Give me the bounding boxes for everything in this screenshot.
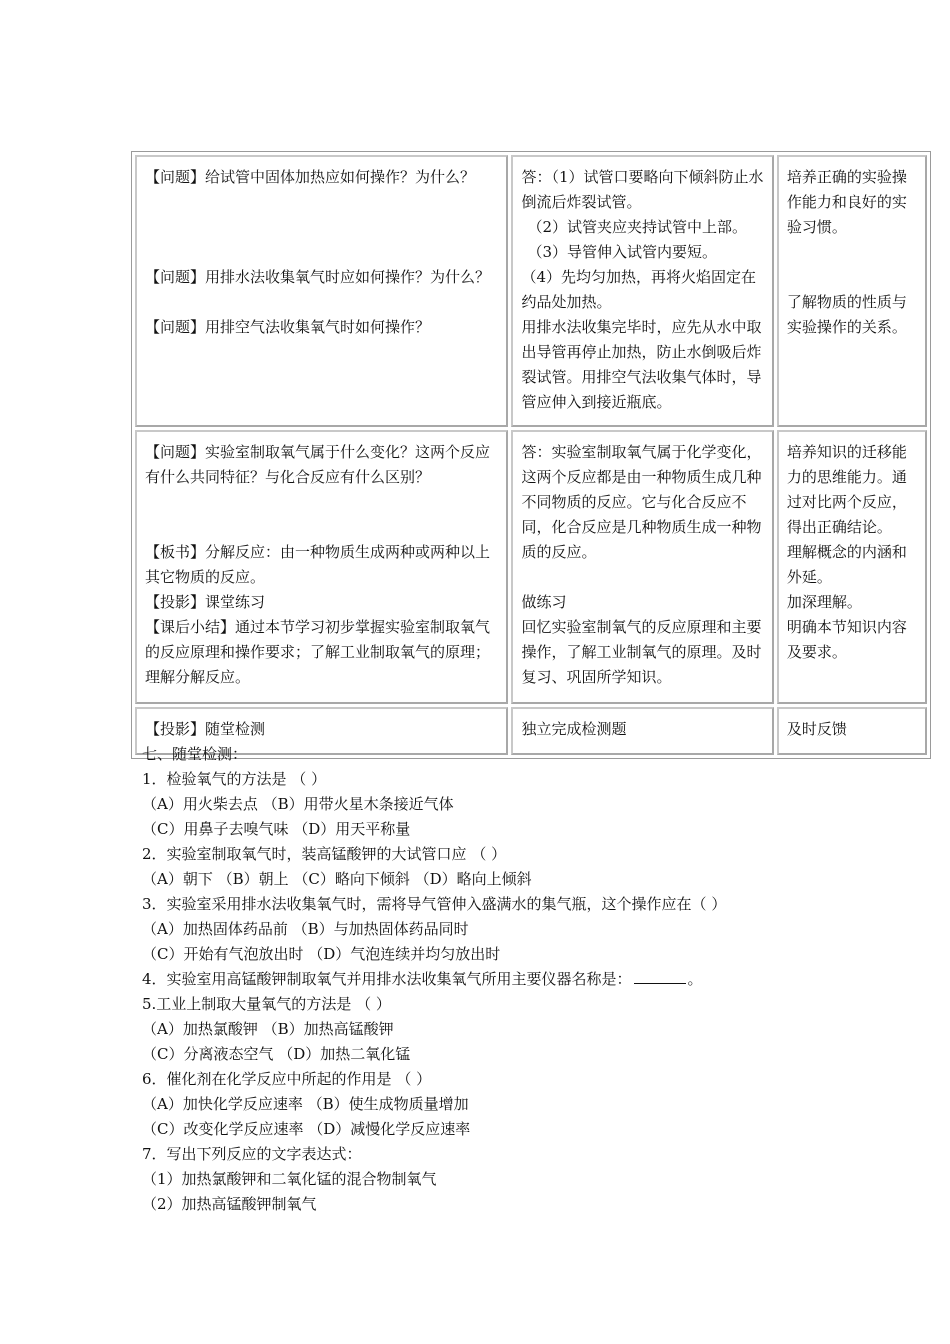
quiz-line: 5.工业上制取大量氧气的方法是 （ ） [142,995,391,1013]
quiz-line: 2．实验室制取氧气时，装高锰酸钾的大试管口应 （ ） [142,845,507,863]
intent-text: 培养知识的迁移能力的思维能力。通过对比两个反应，得出正确结论。 [786,443,907,536]
answer-text: 答：实验室制取氧气属于化学变化，这两个反应都是由一种物质生成几种不同物质的反应。它与化合反应不同，化合反应是几种物质生成一种物质的反应。 [521,443,762,561]
quiz-line: 1．检验氧气的方法是 （ ） [142,770,327,788]
answer-text: 答：（1）试管口要略向下倾斜防止水倒流后炸裂试管。 [521,168,764,211]
quiz-line: 6．催化剂在化学反应中所起的作用是 （ ） [142,1070,432,1088]
quiz-line: （C）分离液态空气 （D）加热二氧化锰 [142,1045,411,1063]
quiz-q4-suffix: 。 [687,970,703,988]
quiz-line: （C）用鼻子去嗅气味 （D）用天平称量 [142,820,411,838]
design-intent-cell [777,155,927,427]
quiz-line: （C）开始有气泡放出时 （D）气泡连续并均匀放出时 [142,945,501,963]
question-text: 【问题】给试管中固体加热应如何操作？为什么？ [145,168,476,186]
quiz-line: （A）加快化学反应速率 （B）使生成物质量增加 [142,1095,469,1113]
table-row [135,155,927,427]
design-intent-cell: 及时反馈 [777,707,927,755]
summary-text: 【课后小结】通过本节学习初步掌握实验室制取氧气的反应原理和操作要求；了解工业制取氧气的原理；理解分解反应。 [145,618,491,686]
quiz-line: （1）加热氯酸钾和二氧化锰的混合物制氧气 [142,1170,437,1188]
board-text: 【板书】分解反应：由一种物质生成两种或两种以上其它物质的反应。 [145,543,491,586]
quiz-section [142,742,922,1217]
answer-text: （3）导管伸入试管内要短。 [527,243,718,261]
table-row [135,430,927,704]
quiz-line: 7．写出下列反应的文字表达式： [142,1145,362,1163]
intent-text: 明确本节知识内容及要求。 [786,618,907,661]
question-text: 【问题】用排空气法收集氧气时如何操作？ [145,318,431,336]
intent-text: 了解物质的性质与实验操作的关系。 [786,293,907,336]
question-text: 【问题】实验室制取氧气属于什么变化？这两个反应有什么共同特征？与化合反应有什么区别？ [145,443,491,486]
quiz-line: 3．实验室采用排水法收集氧气时，需将导气管伸入盛满水的集气瓶，这个操作应在（ ） [142,895,727,913]
quiz-line: （A）加热氯酸钾 （B）加热高锰酸钾 [142,1020,394,1038]
quiz-line: （A）用火柴去点 （B）用带火星木条接近气体 [142,795,454,813]
quiz-line: （2）加热高锰酸钾制氧气 [142,1195,317,1213]
student-activity-cell [511,155,773,427]
quiz-line [142,967,922,992]
answer-text: （2）试管夹应夹持试管中上部。 [527,218,748,236]
quiz-heading: 七、随堂检测： [142,745,248,763]
lesson-table [131,151,931,759]
quiz-line: （A）朝下 （B）朝上 （C）略向下倾斜 （D）略向上倾斜 [142,870,532,888]
teacher-activity-cell: 【投影】随堂检测 [135,707,508,755]
intent-text: 培养正确的实验操作能力和良好的实验习惯。 [786,168,907,236]
projection-text: 【投影】课堂练习 [145,593,266,611]
teacher-activity-cell [135,430,508,704]
student-activity-cell: 独立完成检测题 [511,707,773,755]
design-intent-cell [777,430,927,704]
answer-text: 做练习 [521,593,567,611]
answer-text: 用排水法收集完毕时，应先从水中取出导管再停止加热，防止水倒吸后炸裂试管。用排空气法收集气体时，导管应伸入到接近瓶底。 [521,318,762,411]
intent-text: 加深理解。 [786,593,862,611]
intent-text: 理解概念的内涵和外延。 [786,543,907,586]
question-text: 【问题】用排水法收集氧气时应如何操作？为什么？ [145,268,491,286]
quiz-q4-text: 4．实验室用高锰酸钾制取氧气并用排水法收集氧气所用主要仪器名称是： [142,970,632,988]
answer-blank [634,968,686,984]
teacher-activity-cell [135,155,508,427]
quiz-line: （A）加热固体药品前 （B）与加热固体药品同时 [142,920,469,938]
quiz-line: （C）改变化学反应速率 （D）减慢化学反应速率 [142,1120,471,1138]
student-activity-cell [511,430,773,704]
answer-text: （4）先均匀加热，再将火焰固定在约品处加热。 [521,268,757,311]
answer-text: 回忆实验室制氧气的反应原理和主要操作，了解工业制氧气的原理。及时复习、巩固所学知识。 [521,618,762,686]
